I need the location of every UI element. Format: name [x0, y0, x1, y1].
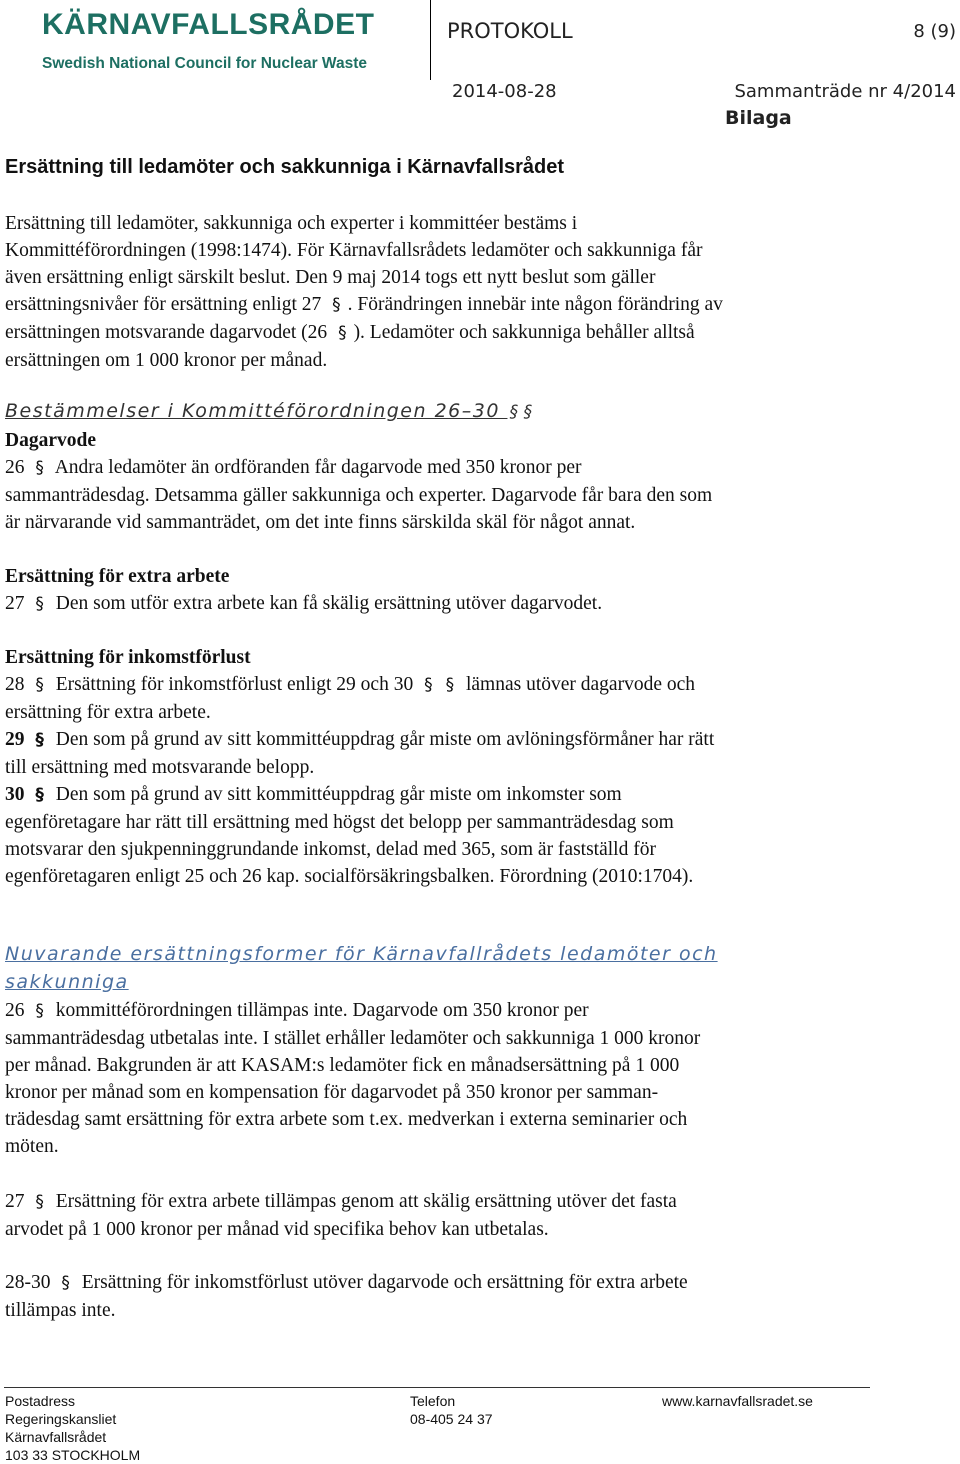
paragraph-26 [5, 454, 950, 482]
address-label: Postadress [5, 1393, 76, 1409]
intro-paragraph [5, 210, 950, 374]
current-forms-paragraph-2 [5, 1188, 950, 1243]
paragraph-number: 26 § [5, 457, 44, 478]
text-line: till ersättning med motsvarande belopp. [5, 757, 315, 778]
logo-subtitle: Swedish National Council for Nuclear Waste [42, 55, 367, 72]
page-number: 8 (9) [913, 21, 956, 42]
section-heading-current-forms: Nuvarande ersättningsformer för Kärnavfallrådets ledamöter och [5, 943, 718, 965]
meeting-number: Sammanträde nr 4/2014 [734, 81, 956, 102]
text-line: Den som utför extra arbete kan få skälig ersättning utöver dagarvodet. [55, 593, 603, 614]
text-line: Den som på grund av sitt kommittéuppdrag går miste om avlöningsförmåner har rätt [55, 729, 715, 750]
paragraph-30 [5, 781, 950, 809]
text-line: ersättning för extra arbete. [5, 702, 211, 723]
text-line: Andra ledamöter än ordföranden får dagarvode med 350 kronor per [54, 457, 582, 478]
paragraph-29 [5, 726, 950, 754]
text-line: ersättningen om 1 000 kronor per månad. [5, 350, 328, 371]
footer-address [5, 1392, 140, 1464]
text-line: Ersättning till ledamöter, sakkunniga och experter i kommittéer bestäms i [5, 213, 578, 234]
text-line: egenföretagare har rätt till ersättning med högst det belopp per sammanträdesdag som [5, 812, 674, 833]
paragraph-27 [5, 590, 950, 618]
text-line: sammanträdesdag utbetalas inte. I stället erhåller ledamöter och sakkunniga 1 000 kronor [5, 1028, 701, 1049]
subheading-dagarvode: Dagarvode [5, 430, 96, 451]
footer-phone [410, 1392, 493, 1428]
text-line: tillämpas inte. [5, 1300, 116, 1321]
text-line: egenföretagaren enligt 25 och 26 kap. socialförsäkringsbalken. Förordning (2010:1704). [5, 866, 694, 887]
address-line: Kärnavfallsrådet [5, 1429, 107, 1445]
subheading-extra-work: Ersättning för extra arbete [5, 566, 230, 587]
text-line: motsvarar den sjukpenninggrundande inkomst, delad med 365, som är fastställd för [5, 839, 656, 860]
text-line: per månad. Bakgrunden är att KASAM:s ledamöter fick en månadsersättning på 1 000 [5, 1055, 680, 1076]
logo-wordmark: KÄRNAVFALLSRÅDET [42, 8, 375, 41]
subheading-income-loss: Ersättning för inkomstförlust [5, 647, 251, 668]
text-line: möten. [5, 1136, 59, 1157]
section-heading-provisions: Bestämmelser i Kommittéförordningen 26–30 § § [5, 400, 534, 422]
section-extra-work [5, 563, 950, 618]
text-line: arvodet på 1 000 kronor per månad vid specifika behov kan utbetalas. [5, 1219, 549, 1240]
section-income-loss [5, 644, 950, 890]
footer-divider [4, 1387, 870, 1388]
meeting-date: 2014-08-28 [452, 81, 557, 102]
text-line: kronor per månad som en kompensation för dagarvodet på 350 kronor per samman- [5, 1082, 659, 1103]
text-line: Den som på grund av sitt kommittéuppdrag går miste om inkomster som [55, 784, 622, 805]
paragraph-number: 28 § [5, 674, 44, 695]
text-line: 26 § kommittéförordningen tillämpas inte. Dagarvode om 350 kronor per [5, 1000, 589, 1021]
appendix-label: Bilaga [725, 107, 792, 129]
paragraph-number: 29 § [5, 729, 44, 750]
text-line: 27 § Ersättning för extra arbete tillämpas genom att skälig ersättning utöver det fasta [5, 1191, 677, 1212]
section-provisions-body [5, 427, 950, 536]
address-line: Regeringskansliet [5, 1411, 117, 1427]
text-line: ersättningen motsvarande dagarvodet (26 § ). Ledamöter och sakkunniga behåller alltså [5, 322, 695, 343]
text-line: trädesdag samt ersättning för extra arbete som t.ex. medverkan i externa seminarier och [5, 1109, 688, 1130]
text-line: Ersättning för inkomstförlust enligt 29 och 30 § § lämnas utöver dagarvode och [55, 674, 696, 695]
paragraph-28 [5, 671, 950, 699]
page-title: Ersättning till ledamöter och sakkunniga i Kärnavfallsrådet [5, 156, 565, 178]
text-line: 28-30 § Ersättning för inkomstförlust utöver dagarvode och ersättning för extra arbete [5, 1272, 688, 1293]
current-forms-paragraph-3 [5, 1269, 950, 1324]
footer-website-link[interactable]: www.karnavfallsradet.se [662, 1393, 813, 1409]
current-forms-paragraph-1 [5, 997, 950, 1160]
text-line: är närvarande vid sammanträdet, om det inte finns särskilda skäl för något annat. [5, 512, 636, 533]
section-heading-current-forms-cont: sakkunniga [5, 971, 129, 993]
text-line: Kommittéförordningen (1998:1474). För Kärnavfallsrådets ledamöter och sakkunniga får [5, 240, 703, 261]
text-line: ersättningsnivåer för ersättning enligt 27 § . Förändringen innebär inte någon förändring av [5, 294, 723, 315]
paragraph-number: 30 § [5, 784, 44, 805]
document-type: PROTOKOLL [447, 19, 573, 43]
phone-number: 08-405 24 37 [410, 1411, 493, 1427]
address-line: 103 33 STOCKHOLM [5, 1447, 141, 1463]
phone-label: Telefon [410, 1393, 456, 1409]
text-line: även ersättning enligt särskilt beslut. Den 9 maj 2014 togs ett nytt beslut som gäller [5, 267, 656, 288]
text-line: sammanträdesdag. Detsamma gäller sakkunniga och experter. Dagarvode får bara den som [5, 485, 713, 506]
paragraph-number: 27 § [5, 593, 44, 614]
